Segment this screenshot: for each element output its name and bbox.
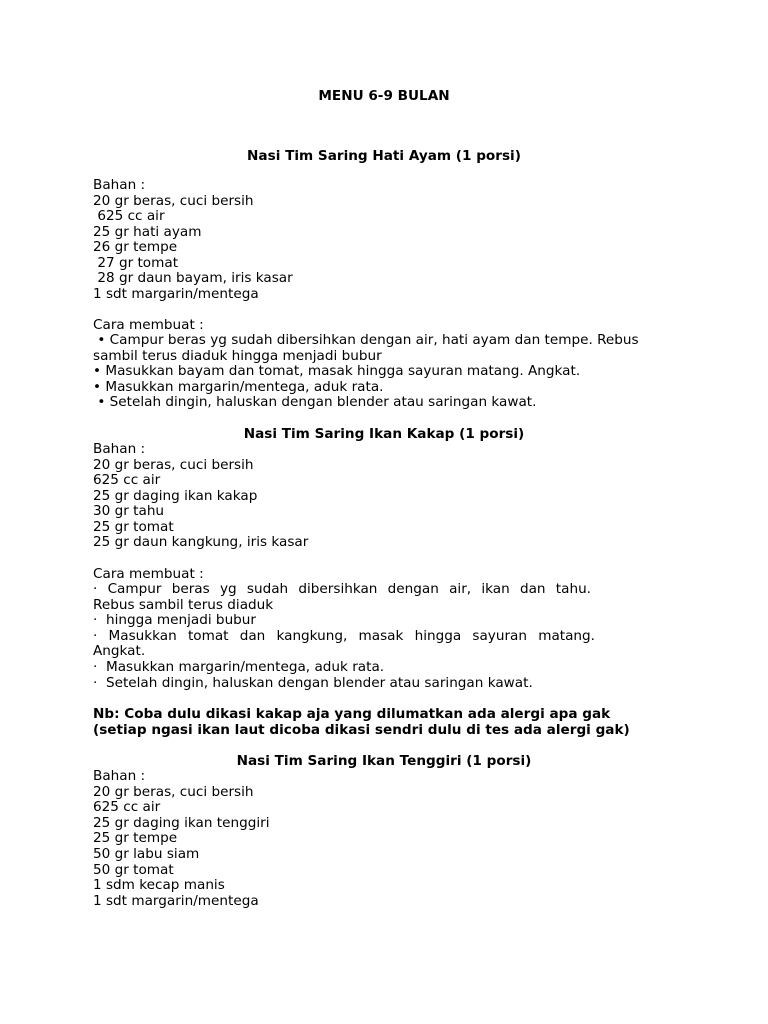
recipe-2-step: Rebus sambil terus diaduk (93, 597, 274, 613)
recipe-2-ingredient: 30 gr tahu (93, 503, 165, 519)
recipe-1-step: • Masukkan margarin/mentega, aduk rata. (93, 379, 384, 395)
recipe-3-heading: Nasi Tim Saring Ikan Tenggiri (1 porsi) (236, 753, 532, 769)
recipe-1-step: • Setelah dingin, haluskan dengan blender atau saringan kawat. (93, 394, 537, 410)
recipe-2-step: Angkat. (93, 643, 146, 659)
recipe-2-step: · Masukkan margarin/mentega, aduk rata. (93, 659, 385, 675)
recipe-1-ingredient: 27 gr tomat (93, 255, 179, 271)
recipe-1-step: sambil terus diaduk hingga menjadi bubur (93, 348, 382, 364)
recipe-1-ingredient: 26 gr tempe (93, 239, 178, 255)
recipe-2-ingredient: 20 gr beras, cuci bersih (93, 457, 254, 473)
recipe-2-heading: Nasi Tim Saring Ikan Kakap (1 porsi) (243, 426, 525, 442)
recipe-1-cara-label: Cara membuat : (93, 317, 204, 333)
recipe-1-ingredient: 625 cc air (93, 208, 165, 224)
recipe-1-ingredient: 28 gr daun bayam, iris kasar (93, 270, 293, 286)
recipe-2-cara-label: Cara membuat : (93, 566, 204, 582)
recipe-3-ingredient: 1 sdt margarin/mentega (93, 893, 259, 909)
recipe-2-ingredient: 625 cc air (93, 472, 161, 488)
recipe-1-ingredient: 20 gr beras, cuci bersih (93, 193, 254, 209)
recipe-1-ingredient: 25 gr hati ayam (93, 224, 202, 240)
recipe-3-ingredient: 50 gr labu siam (93, 846, 200, 862)
recipe-3-ingredient: 25 gr daging ikan tenggiri (93, 815, 270, 831)
note-line-2: (setiap ngasi ikan laut dicoba dikasi sendri dulu di tes ada alergi gak) (93, 722, 630, 738)
note-line-1: Nb: Coba dulu dikasi kakap aja yang dilumatkan ada alergi apa gak (93, 706, 611, 722)
recipe-2-ingredient: 25 gr tomat (93, 519, 174, 535)
recipe-3-ingredient: 1 sdm kecap manis (93, 877, 225, 893)
recipe-2-step: · hingga menjadi bubur (93, 612, 257, 628)
page-title: MENU 6-9 BULAN (318, 88, 450, 104)
recipe-2-ingredient: 25 gr daging ikan kakap (93, 488, 258, 504)
recipe-1-heading: Nasi Tim Saring Hati Ayam (1 porsi) (247, 148, 521, 164)
recipe-2-step: · Masukkan tomat dan kangkung, masak hingga sayuran matang. (93, 628, 595, 644)
recipe-2-ingredient: 25 gr daun kangkung, iris kasar (93, 534, 309, 550)
recipe-3-ingredient: 50 gr tomat (93, 862, 174, 878)
recipe-2-step: · Setelah dingin, haluskan dengan blender atau saringan kawat. (93, 675, 533, 691)
recipe-3-ingredient: 25 gr tempe (93, 830, 178, 846)
recipe-1-ingredient: 1 sdt margarin/mentega (93, 286, 259, 302)
recipe-3-bahan-label: Bahan : (93, 768, 146, 784)
recipe-2-bahan-label: Bahan : (93, 441, 146, 457)
recipe-3-ingredient: 625 cc air (93, 799, 161, 815)
recipe-2-step: · Campur beras yg sudah dibersihkan dengan air, ikan dan tahu. (93, 581, 591, 597)
recipe-1-bahan-label: Bahan : (93, 177, 146, 193)
recipe-1-step: • Masukkan bayam dan tomat, masak hingga sayuran matang. Angkat. (93, 363, 581, 379)
recipe-3-ingredient: 20 gr beras, cuci bersih (93, 784, 254, 800)
recipe-1-step: • Campur beras yg sudah dibersihkan dengan air, hati ayam dan tempe. Rebus (93, 332, 639, 348)
